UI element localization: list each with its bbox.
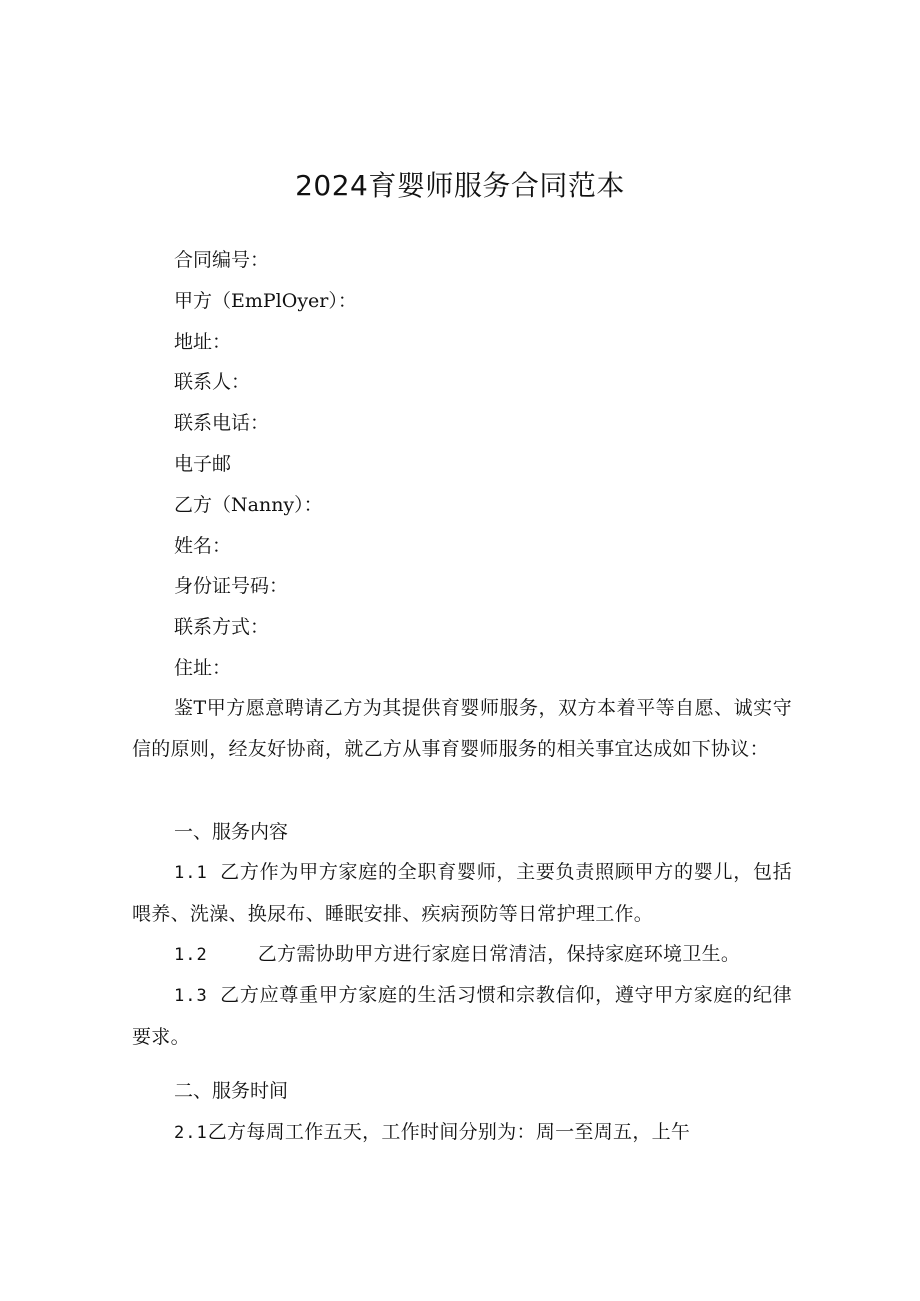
clause-1-2-number: 1.2 bbox=[174, 945, 208, 965]
clause-1-3-text: 乙方应尊重甲方家庭的生活习惯和宗教信仰，遵守甲方家庭的纪律要求。 bbox=[132, 984, 792, 1048]
clause-2-1 bbox=[132, 1112, 792, 1154]
clause-1-3 bbox=[132, 975, 792, 1058]
field-party-a-phone: 联系电话： bbox=[174, 412, 270, 435]
field-party-b-contact: 联系方式： bbox=[174, 616, 270, 639]
clause-2-1-number: 2.1 bbox=[174, 1123, 208, 1143]
clause-1-1-text: 乙方作为甲方家庭的全职育婴师，主要负责照顾甲方的婴儿，包括喂养、洗澡、换尿布、睡眠安排、疾病预防等日常护理工作。 bbox=[132, 861, 792, 925]
section-2-heading: 二、服务时间 bbox=[174, 1080, 289, 1102]
field-party-a: 甲方（EmPlOyer）： bbox=[174, 289, 357, 312]
document-title: 2024育婴师服务合同范本 bbox=[295, 169, 625, 202]
clause-1-2 bbox=[132, 934, 792, 976]
clause-1-1-number: 1.1 bbox=[174, 863, 208, 883]
field-party-a-address: 地址： bbox=[174, 330, 232, 353]
clause-1-3-number: 1.3 bbox=[174, 986, 208, 1006]
field-party-a-contact: 联系人： bbox=[174, 371, 251, 394]
party-info-fields bbox=[174, 245, 357, 694]
field-party-b-address: 住址： bbox=[174, 656, 232, 679]
intro-paragraph: 鉴T甲方愿意聘请乙方为其提供育婴师服务，双方本着平等自愿、诚实守信的原则，经友好协商，就乙方从事育婴师服务的相关事宜达成如下协议： bbox=[132, 697, 792, 760]
field-party-b-name: 姓名： bbox=[174, 534, 232, 557]
clause-1-2-text: 乙方需协助甲方进行家庭日常清洁，保持家庭环境卫生。 bbox=[257, 943, 741, 965]
field-party-b: 乙方（Nanny）： bbox=[174, 493, 323, 516]
clause-1-1 bbox=[132, 852, 792, 935]
section-1-heading: 一、服务内容 bbox=[174, 821, 289, 843]
clause-2-1-text: 乙方每周工作五天，工作时间分别为：周一至周五，上午 bbox=[207, 1121, 691, 1143]
field-party-a-email: 电子邮 bbox=[174, 452, 232, 475]
field-contract-number: 合同编号： bbox=[174, 249, 270, 271]
field-party-b-id-number: 身份证号码： bbox=[174, 575, 289, 598]
